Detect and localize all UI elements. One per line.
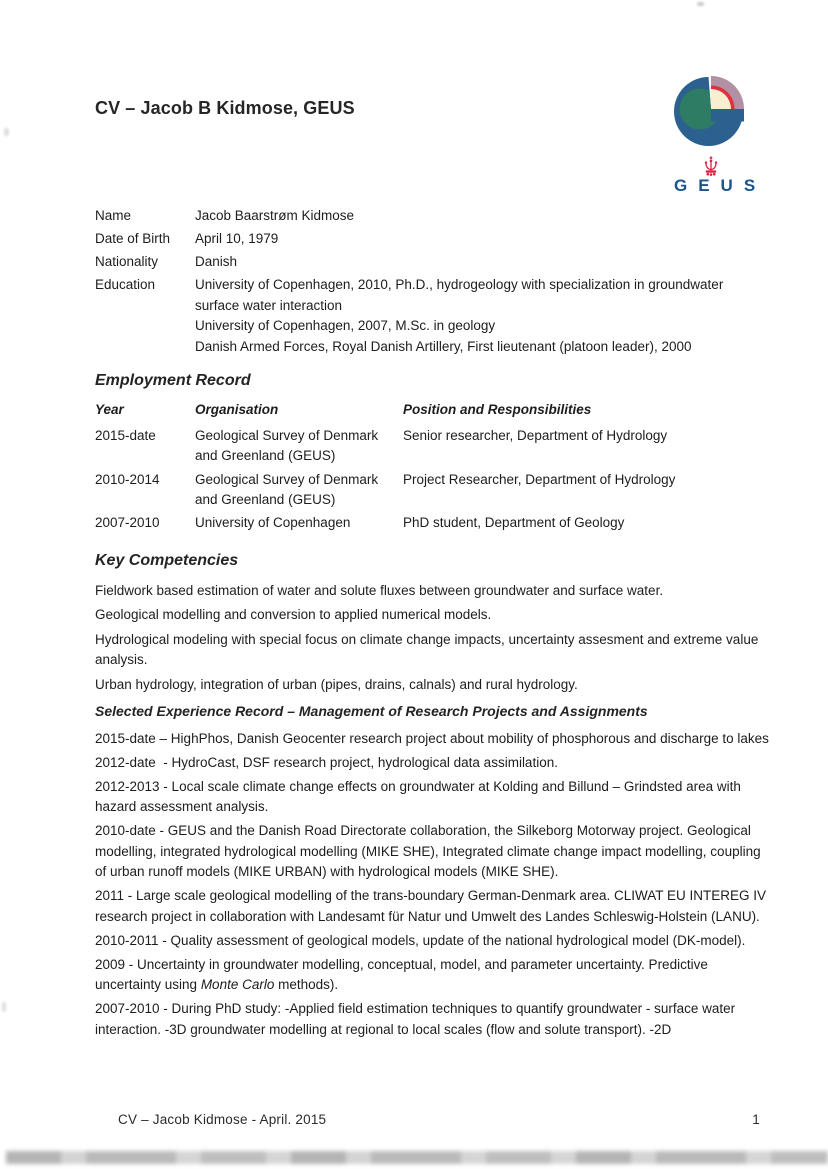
competency-item: Urban hydrology, integration of urban (pipes, drains, calnals) and rural hydrology.: [95, 676, 578, 692]
scan-ghost-strip: [6, 1151, 828, 1164]
name-value: Jacob Baarstrøm Kidmose: [195, 208, 355, 223]
info-row-name: [95, 206, 771, 227]
employment-year: 2015-date: [95, 428, 156, 443]
page-footer: [118, 1112, 760, 1127]
experience-section: [95, 701, 775, 1044]
scan-speck: [4, 128, 9, 136]
employment-header-row: [95, 400, 771, 420]
key-competencies-section: [95, 551, 771, 699]
education-line: University of Copenhagen, 2007, M.Sc. in geology: [195, 318, 496, 333]
info-row-education: [95, 275, 771, 357]
employment-section: [95, 371, 771, 537]
page-title: CV – Jacob B Kidmose, GEUS: [95, 98, 355, 118]
employment-heading: Employment Record: [95, 372, 251, 389]
experience-item: 2015-date – HighPhos, Danish Geocenter research project about mobility of phosphorous and discharge to lakes: [95, 730, 769, 746]
scan-speck: [2, 1002, 6, 1012]
info-row-dob: [95, 229, 771, 250]
key-competencies-heading: Key Competencies: [95, 552, 239, 569]
education-line: University of Copenhagen, 2010, Ph.D., hydrogeology with specialization in groundwater surface water interaction: [195, 277, 724, 313]
education-label: Education: [95, 277, 156, 292]
experience-item: 2012-2013 - Local scale climate change effects on groundwater at Kolding and Billund – Grindsted area with hazard assessment analysis.: [95, 778, 745, 814]
competency-item: Hydrological modeling with special focus on climate change impacts, uncertainty assesment and extreme value analysis.: [95, 631, 759, 667]
name-label: Name: [95, 208, 132, 223]
employment-year: 2007-2010: [95, 515, 160, 530]
personal-info: [95, 206, 771, 360]
experience-heading: Selected Experience Record – Management of Research Projects and Assignments: [95, 703, 648, 719]
footer-text: CV – Jacob Kidmose - April. 2015: [118, 1112, 327, 1127]
dob-label: Date of Birth: [95, 231, 171, 246]
employment-position: Senior researcher, Department of Hydrology: [403, 428, 668, 443]
column-header-year: Year: [95, 402, 124, 417]
experience-item: 2010-date - GEUS and the Danish Road Directorate collaboration, the Silkeborg Motorway project. Geological modelling, integrated hydrological modelling (MIKE SHE), Integrated climate change impact modelling, coupling of urban runoff models (MIKE URBAN) with hydrological models (MIKE SHE).: [95, 823, 765, 879]
competency-item: Fieldwork based estimation of water and solute fluxes between groundwater and surface water.: [95, 582, 664, 598]
experience-item: 2011 - Large scale geological modelling of the trans-boundary German-Denmark area. CLIWAT EU INTEREG IV research project in collaboration with Landesamt für Natur und Umwelt des Landes Schleswig-Holstein (LANU).: [95, 888, 770, 924]
employment-position: PhD student, Department of Geology: [403, 515, 625, 530]
info-row-nationality: [95, 252, 771, 273]
employment-organisation: Geological Survey of Denmark and Greenland (GEUS): [195, 471, 379, 507]
table-row: [95, 513, 771, 533]
nationality-value: Danish: [195, 254, 238, 269]
column-header-position: Position and Responsibilities: [403, 402, 592, 417]
experience-item: 2010-2011 - Quality assessment of geological models, update of the national hydrological model (DK-model).: [95, 932, 746, 948]
employment-organisation: Geological Survey of Denmark and Greenland (GEUS): [195, 428, 379, 463]
table-row: [95, 470, 771, 510]
table-row: [95, 426, 771, 466]
dob-value: April 10, 1979: [195, 231, 279, 246]
employment-organisation: University of Copenhagen: [195, 515, 351, 530]
experience-item: 2007-2010 - During PhD study: -Applied field estimation techniques to quantify groundwater - surface water interaction. -3D groundwater modelling at regional to local scales (flow and solute transport). -2D: [95, 1001, 739, 1037]
employment-year: 2010-2014: [95, 471, 160, 487]
column-header-organisation: Organisation: [195, 402, 279, 417]
competency-item: Geological modelling and conversion to applied numerical models.: [95, 607, 492, 622]
employment-position: Project Researcher, Department of Hydrology: [403, 471, 676, 487]
geus-wordmark: GEUS: [674, 176, 767, 195]
education-line: Danish Armed Forces, Royal Danish Artillery, First lieutenant (platoon leader), 2000: [195, 338, 692, 354]
experience-item-italic: Monte Carlo: [200, 977, 275, 992]
experience-item-suffix: methods).: [274, 977, 339, 992]
experience-item: [95, 955, 775, 996]
crown-icon: [703, 156, 719, 176]
geus-mark-icon: [672, 74, 750, 150]
geus-logo: [663, 74, 767, 195]
nationality-label: Nationality: [95, 254, 159, 269]
education-value: [195, 275, 771, 357]
page-number: 1: [752, 1112, 760, 1127]
experience-item-prefix: 2009 - Uncertainty in groundwater modelling, conceptual, model, and parameter uncertainty. Predictive uncertainty using: [95, 956, 712, 992]
scan-speck: [697, 2, 704, 6]
experience-item: 2012-date - HydroCast, DSF research project, hydrological data assimilation.: [95, 754, 558, 770]
